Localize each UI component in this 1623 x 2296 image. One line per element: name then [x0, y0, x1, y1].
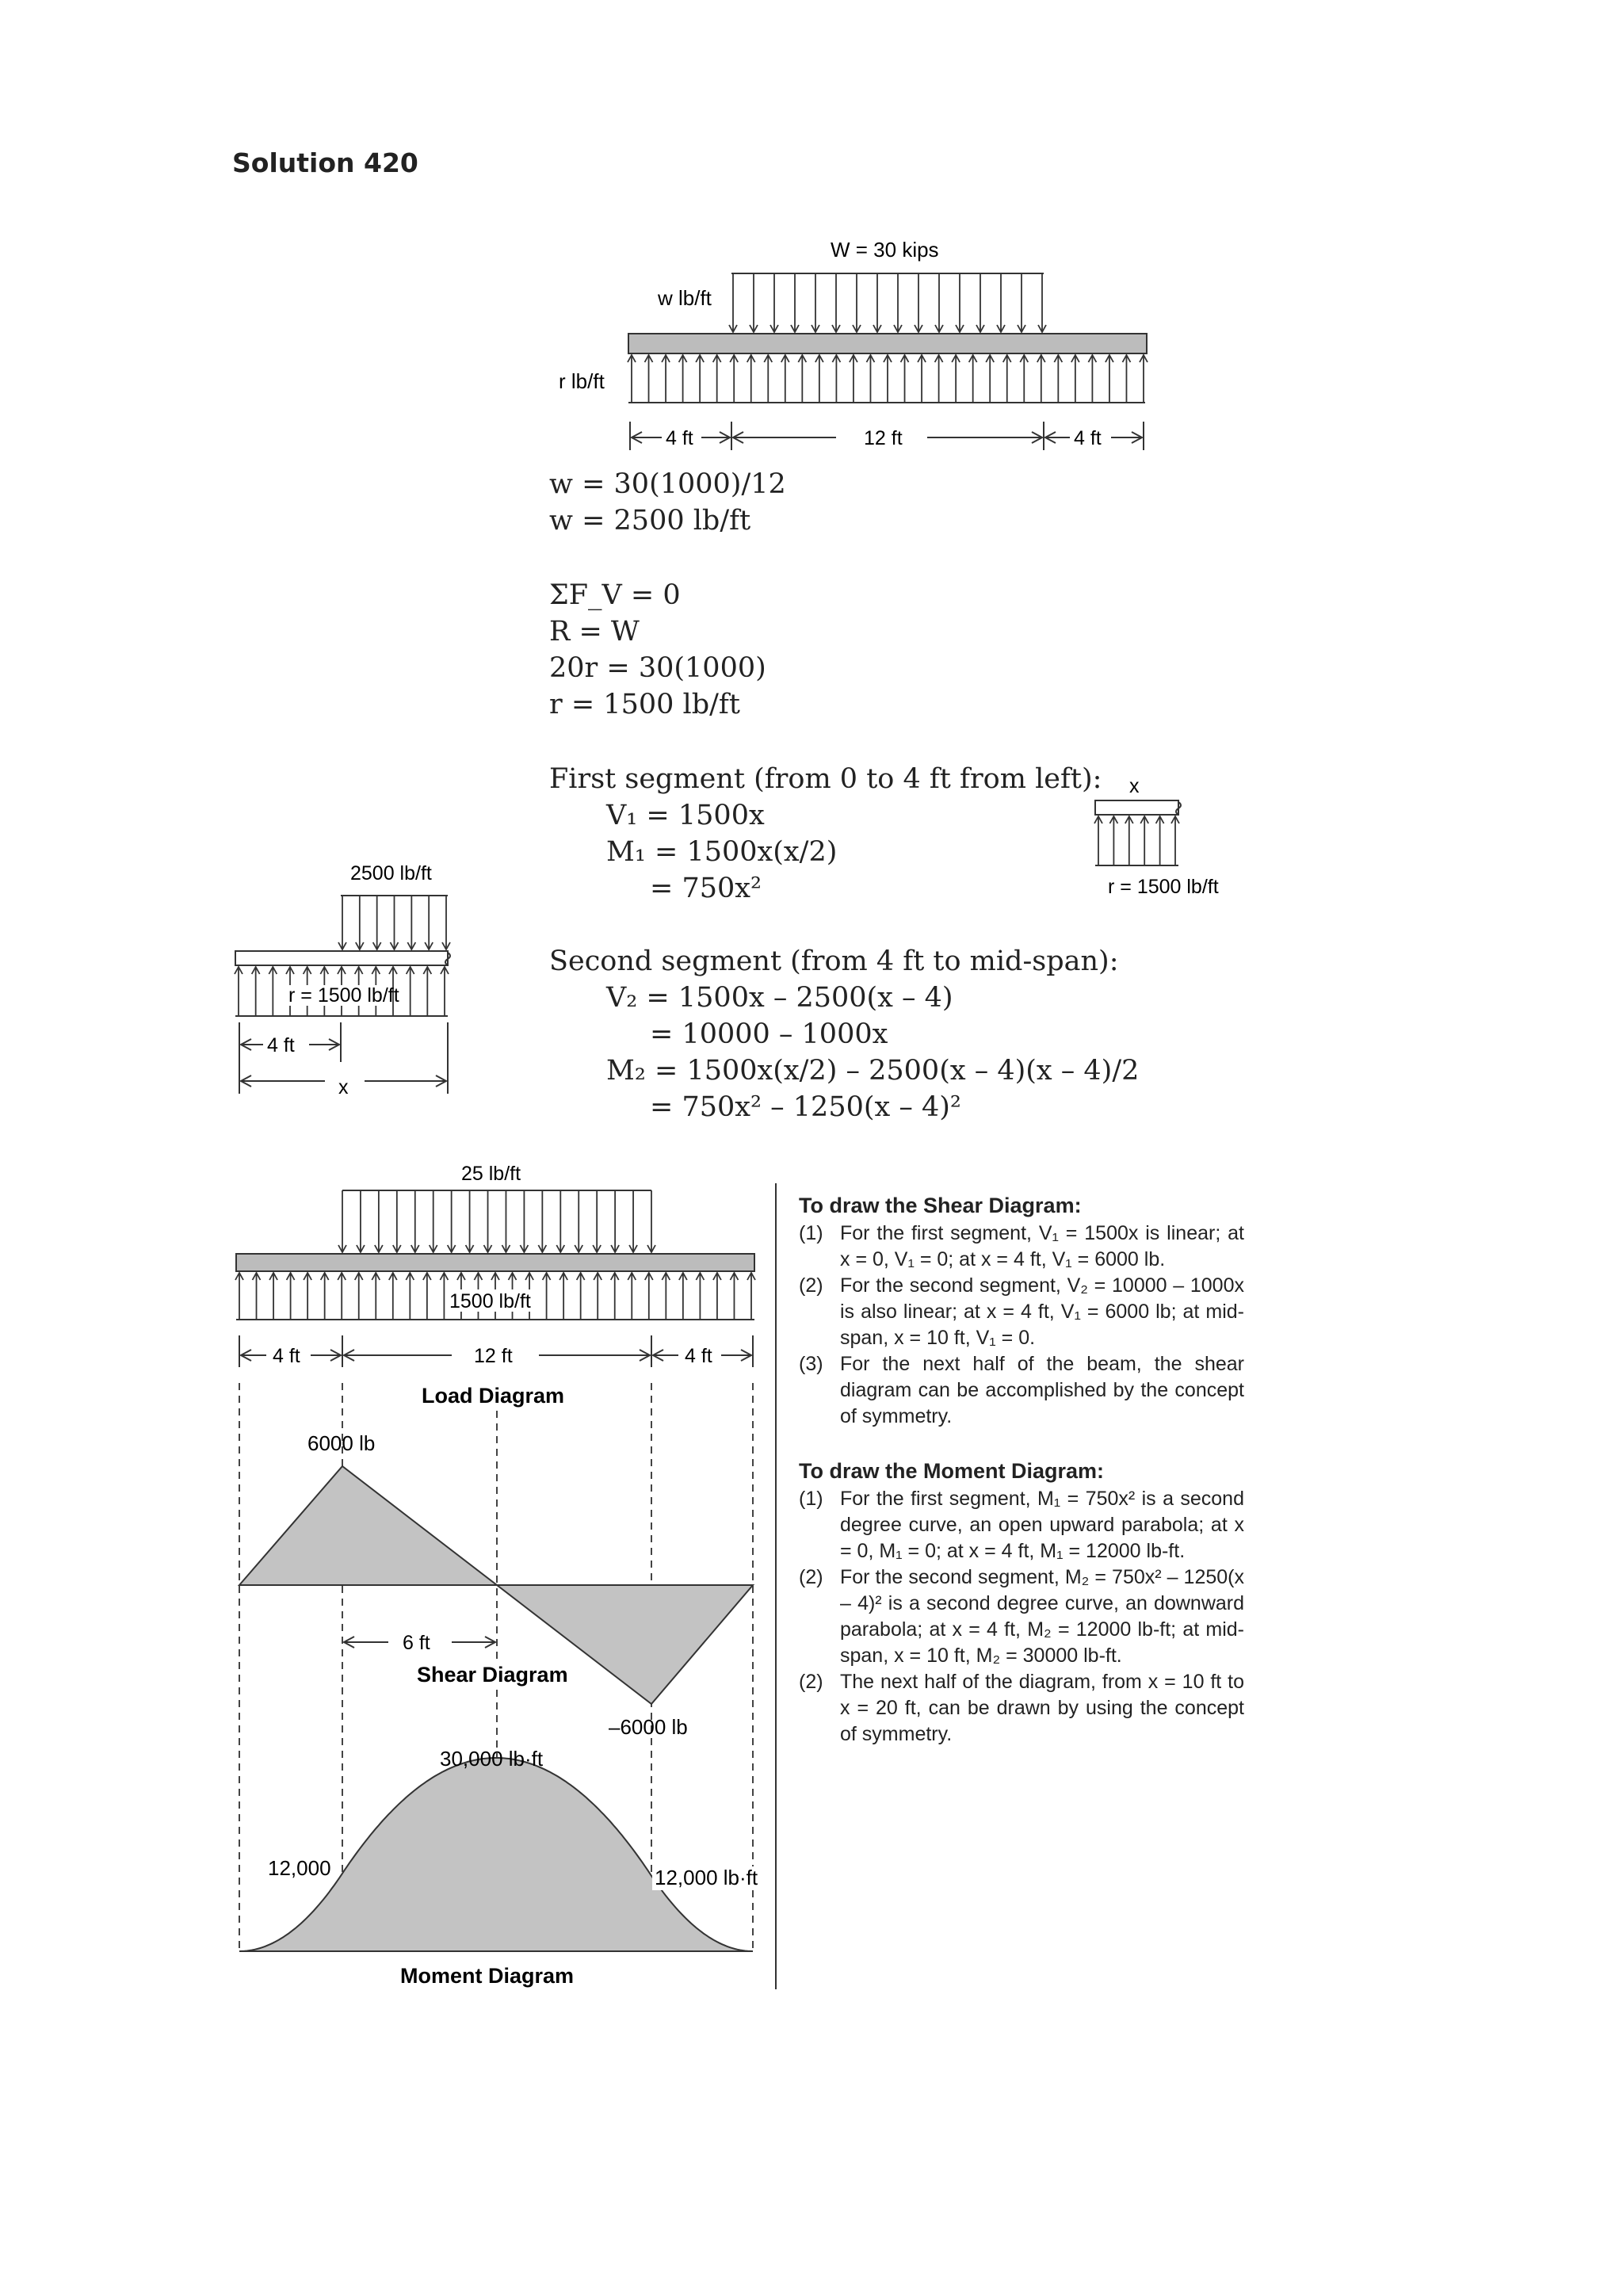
- dim-mid: 12 ft: [864, 427, 903, 449]
- item-number: (2): [799, 1566, 823, 1588]
- load-dim-mid: 12 ft: [474, 1345, 513, 1367]
- dim-right: 4 ft: [1074, 427, 1102, 449]
- load-dim-left: 4 ft: [273, 1345, 300, 1367]
- item-number: (1): [799, 1222, 823, 1244]
- x-label: x: [1129, 775, 1140, 797]
- moment-right-label: 12,000 lb·ft: [655, 1866, 758, 1889]
- w-label: 2500 lb/ft: [350, 862, 432, 884]
- segment2-heading: Second segment (from 4 ft to mid-span):: [549, 946, 1119, 977]
- item-text: The next half of the diagram, from x = 10 ft to x = 20 ft, can be drawn by using the concept of symmetry.: [840, 1671, 1244, 1745]
- shear-diagram-caption: Shear Diagram: [417, 1663, 568, 1687]
- load-dim-right: 4 ft: [685, 1345, 712, 1367]
- list-item: [799, 1564, 1244, 1669]
- moment-max-label: 30,000 lb·ft: [440, 1747, 544, 1771]
- item-text: For the second segment, M₂ = 750x² – 1250(x – 4)² is a second degree curve, an downward parabola; at x = 4 ft, M₂ = 12000 lb-ft; at mid-span, x = 10 ft, M₂ = 30000 lb-ft.: [840, 1566, 1244, 1667]
- shear-dim-label: 6 ft: [403, 1632, 430, 1654]
- moment-area: [239, 1758, 753, 1951]
- equation-line: V₁ = 1500x: [606, 800, 765, 831]
- load-diagram-caption: Load Diagram: [422, 1384, 565, 1408]
- equation-line: w = 30(1000)/12: [549, 468, 786, 500]
- beam-load-figure: [539, 230, 1157, 460]
- item-text: For the first segment, V₁ = 1500x is linear; at x = 0, V₁ = 0; at x = 4 ft, V₁ = 6000 lb.: [840, 1222, 1244, 1270]
- item-text: For the next half of the beam, the shear diagram can be accomplished by the concept of symmetry.: [840, 1353, 1244, 1427]
- segment2-free-body: [230, 848, 468, 1102]
- page-title: Solution 420: [232, 147, 418, 178]
- list-item: [799, 1486, 1244, 1564]
- w-load-label: w lb/ft: [658, 286, 712, 310]
- equation-line: r = 1500 lb/ft: [549, 689, 740, 720]
- equation-line: = 10000 – 1000x: [650, 1018, 888, 1050]
- r-label: r = 1500 lb/ft: [1108, 876, 1219, 898]
- shear-positive-region: [239, 1466, 497, 1585]
- item-number: (2): [799, 1671, 823, 1693]
- equation-line: M₁ = 1500x(x/2): [606, 836, 838, 868]
- r-label: r = 1500 lb/ft: [288, 984, 399, 1007]
- reaction-arrows: [628, 355, 1148, 403]
- equation-line: R = W: [549, 616, 640, 648]
- distributed-load-arrows: [729, 273, 1046, 332]
- list-item: [799, 1273, 1244, 1351]
- load-w-label: 25 lb/ft: [461, 1163, 521, 1185]
- segment1-free-body: [1086, 769, 1252, 904]
- dim-left: 4 ft: [666, 427, 693, 449]
- equation-line: = 750x² – 1250(x – 4)²: [650, 1091, 961, 1123]
- shear-notes-heading: To draw the Shear Diagram:: [799, 1194, 1082, 1217]
- x-label: x: [338, 1076, 349, 1098]
- shear-min-label: –6000 lb: [609, 1715, 688, 1739]
- item-text: For the second segment, V₂ = 10000 – 1000x is also linear; at x = 4 ft, V₁ = 6000 lb; at mid-span, x = 10 ft, V₁ = 0.: [840, 1274, 1244, 1349]
- r-load-label: r lb/ft: [559, 369, 605, 393]
- segment2-equations: [549, 943, 1139, 1125]
- list-item: [799, 1221, 1244, 1273]
- list-item: [799, 1669, 1244, 1748]
- shear-notes-list: [799, 1221, 1244, 1430]
- moment-left-label: 12,000: [268, 1856, 331, 1880]
- item-number: (1): [799, 1488, 823, 1510]
- dim-4ft: 4 ft: [267, 1034, 295, 1056]
- segment1-equations: [549, 761, 1102, 907]
- equation-line: M₂ = 1500x(x/2) – 2500(x – 4)(x – 4)/2: [606, 1055, 1140, 1087]
- load-r-label: 1500 lb/ft: [449, 1290, 531, 1312]
- column-divider: [775, 1183, 777, 1989]
- segment1-heading: First segment (from 0 to 4 ft from left):: [549, 763, 1102, 795]
- shear-max-label: 6000 lb: [307, 1431, 376, 1455]
- equation-line: = 750x²: [650, 873, 762, 904]
- item-text: For the first segment, M₁ = 750x² is a second degree curve, an open upward parabola; at x = 0, M₁ = 0; at x = 4 ft, M₁ = 12000 lb-ft.: [840, 1488, 1244, 1562]
- beam-diagrams: [222, 1141, 792, 1997]
- equation-line: w = 2500 lb/ft: [549, 505, 751, 537]
- moment-diagram-caption: Moment Diagram: [400, 1964, 575, 1988]
- moment-notes-heading: To draw the Moment Diagram:: [799, 1459, 1105, 1483]
- item-number: (3): [799, 1353, 823, 1375]
- equation-line: 20r = 30(1000): [549, 652, 766, 684]
- r-equations: [549, 577, 766, 723]
- list-item: [799, 1351, 1244, 1430]
- notes-panel: [799, 1193, 1244, 1776]
- w-equations: [549, 466, 786, 539]
- equation-line: ΣF_V = 0: [549, 579, 681, 611]
- item-number: (2): [799, 1274, 823, 1297]
- beam: [628, 334, 1147, 353]
- total-load-label: W = 30 kips: [831, 238, 939, 262]
- moment-notes-list: [799, 1486, 1244, 1748]
- equation-line: V₂ = 1500x – 2500(x – 4): [606, 982, 953, 1014]
